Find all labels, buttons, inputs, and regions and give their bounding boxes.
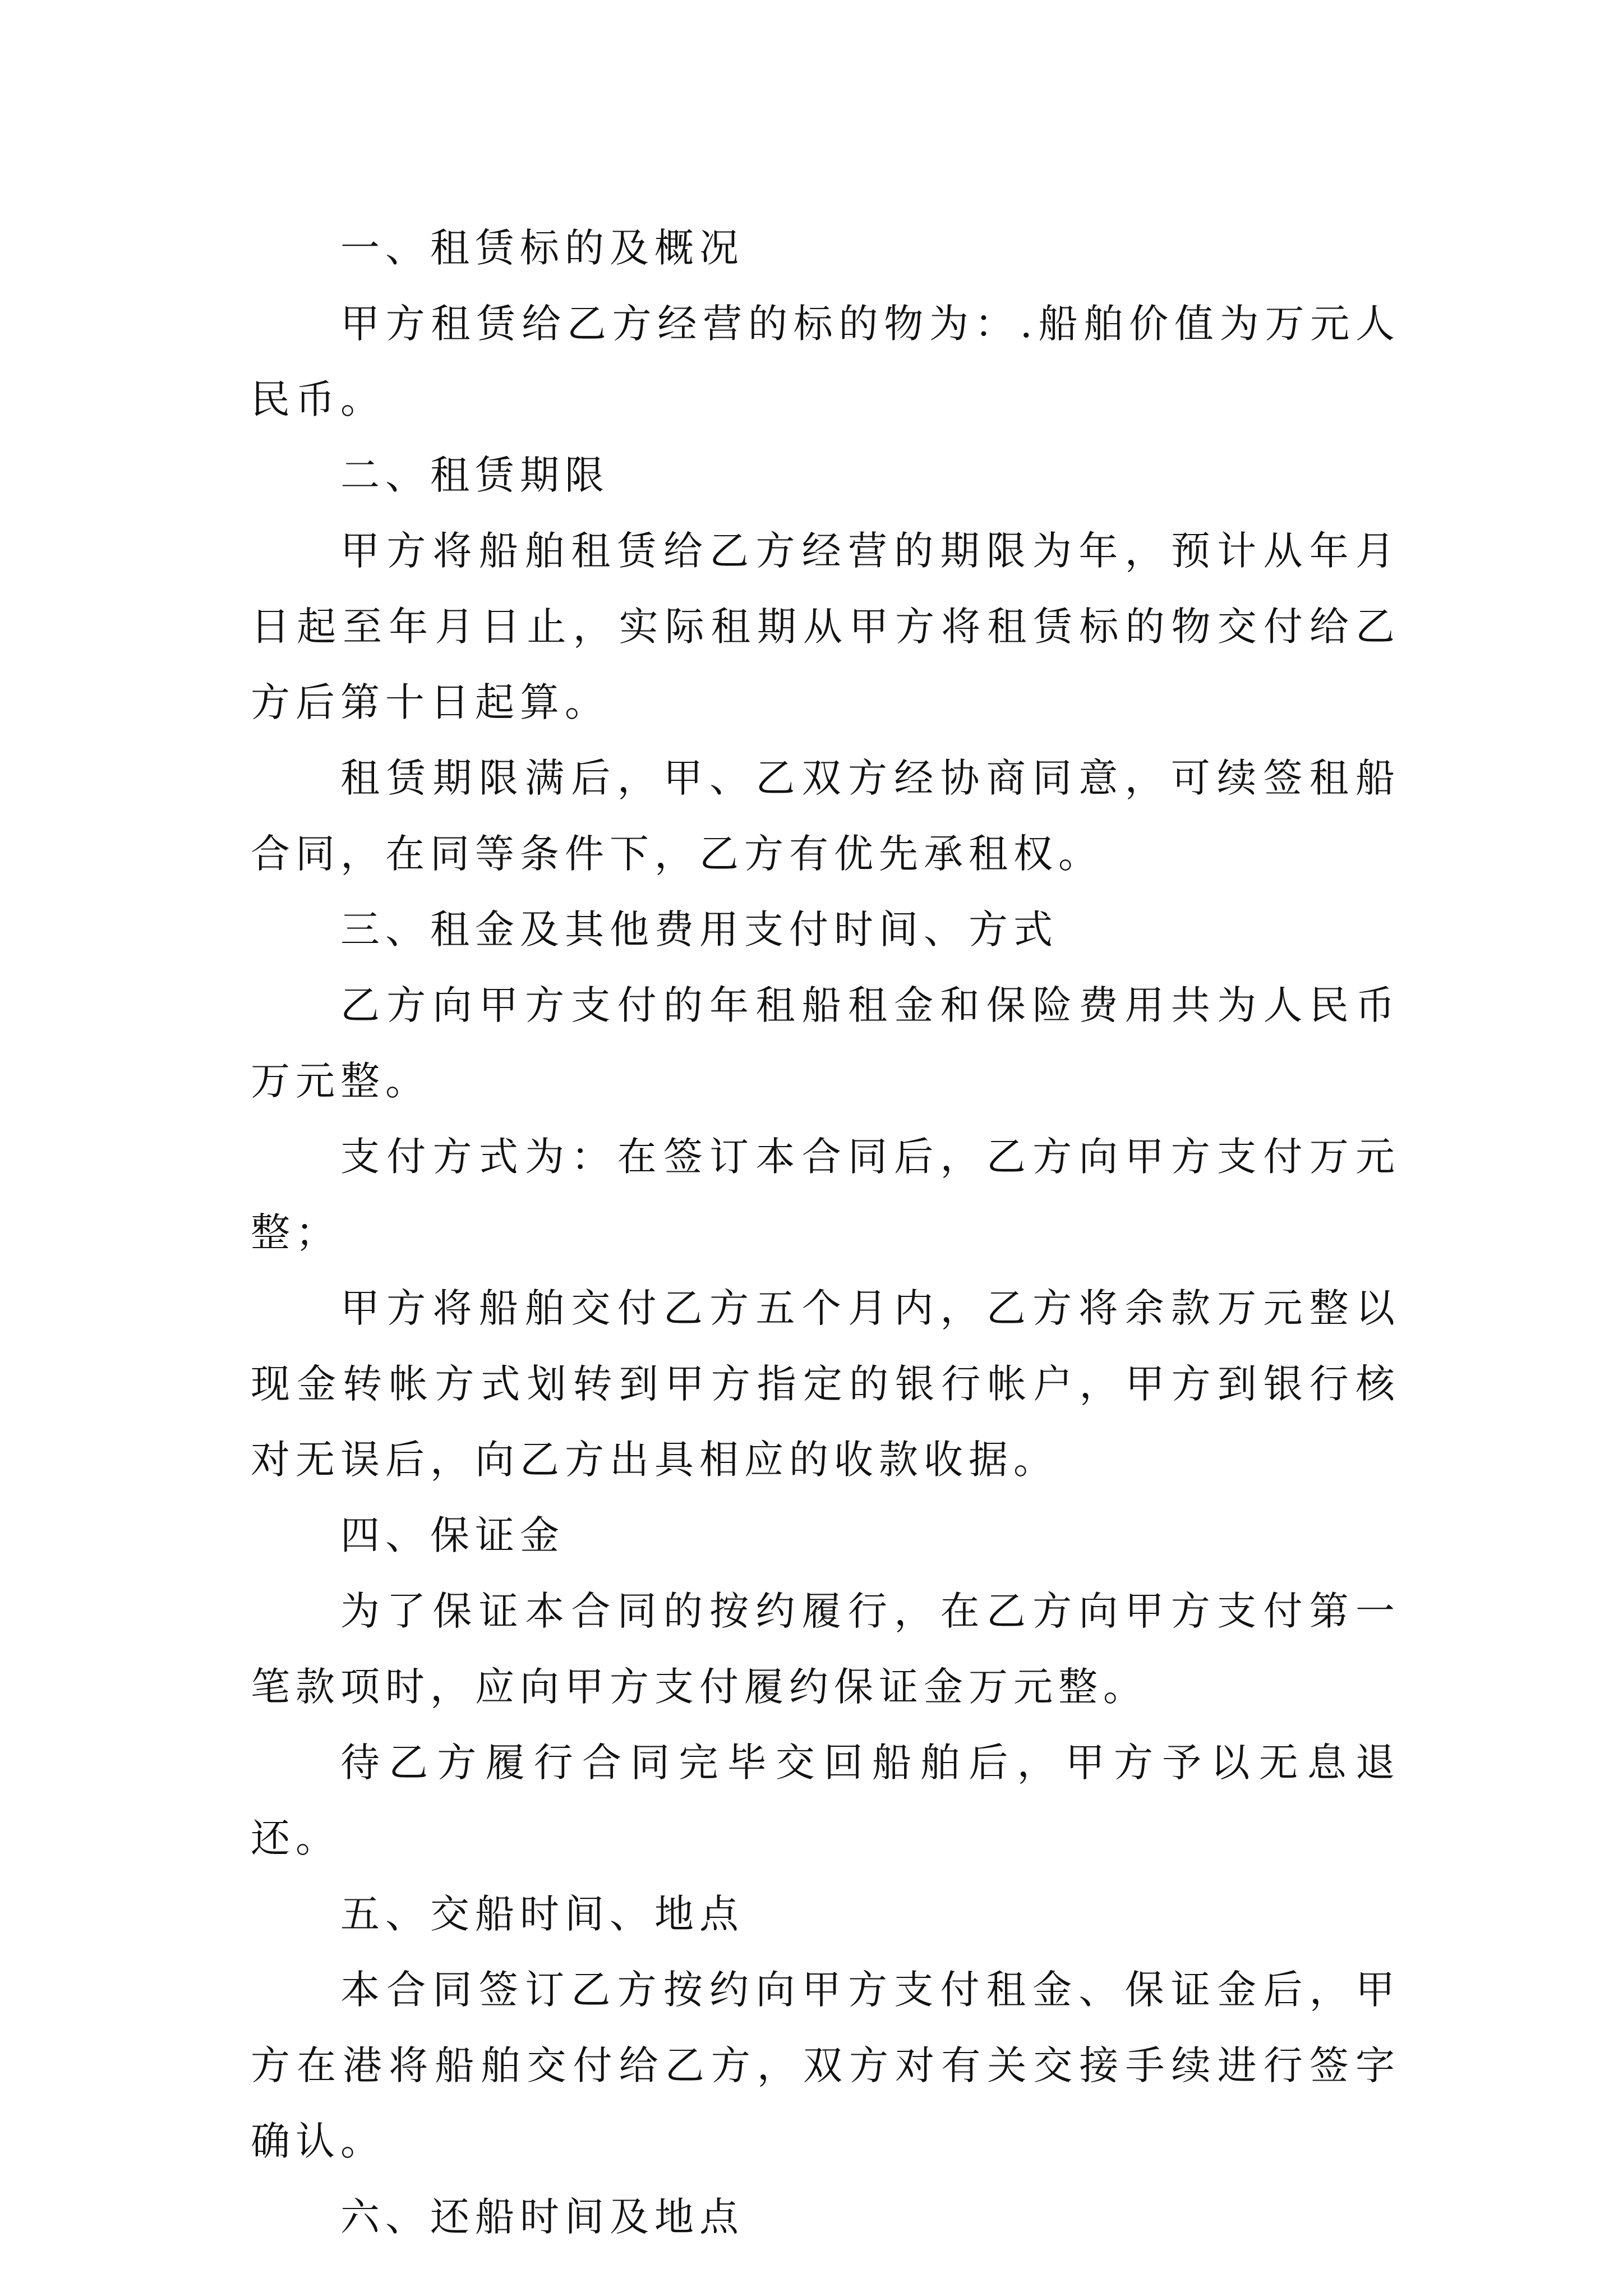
paragraph-lease-term: 甲方将船舶租赁给乙方经营的期限为年，预计从年月日起至年月日止，实际租期从甲方将租赁标的物交付给乙方后第十日起算。 <box>251 528 1400 725</box>
section-heading-5: 五、交船时间、地点 <box>340 1891 744 1937</box>
paragraph-balance-payment: 甲方将船舶交付乙方五个月内，乙方将余款万元整以现金转帐方式划转到甲方指定的银行帐户，甲方到银行核对无误后，向乙方出具相应的收款收据。 <box>251 1285 1400 1483</box>
paragraph-deposit: 为了保证本合同的按约履行，在乙方向甲方支付第一笔款项时，应向甲方支付履约保证金万元整。 <box>251 1588 1400 1710</box>
section-heading-4: 四、保证金 <box>340 1512 565 1558</box>
section-heading-6: 六、还船时间及地点 <box>340 2194 744 2240</box>
paragraph-renewal: 租赁期限满后，甲、乙双方经协商同意，可续签租船合同，在同等条件下，乙方有优先承租权。 <box>251 755 1400 877</box>
paragraph-delivery: 本合同签订乙方按约向甲方支付租金、保证金后，甲方在港将船舶交付给乙方，双方对有关交接手续进行签字确认。 <box>251 1967 1400 2164</box>
paragraph-rent-amount: 乙方向甲方支付的年租船租金和保险费用共为人民币万元整。 <box>251 982 1400 1104</box>
paragraph-payment-method: 支付方式为：在签订本合同后，乙方向甲方支付万元整； <box>251 1134 1400 1255</box>
paragraph-deposit-refund: 待乙方履行合同完毕交回船舶后，甲方予以无息退还。 <box>251 1740 1400 1861</box>
section-heading-3: 三、租金及其他费用支付时间、方式 <box>340 907 1058 953</box>
paragraph-lease-subject: 甲方租赁给乙方经营的标的物为：.船舶价值为万元人民币。 <box>251 301 1400 422</box>
section-heading-2: 二、租赁期限 <box>340 452 610 498</box>
document-body <box>251 210 1400 2255</box>
section-heading-1: 一、租赁标的及概况 <box>340 225 744 271</box>
